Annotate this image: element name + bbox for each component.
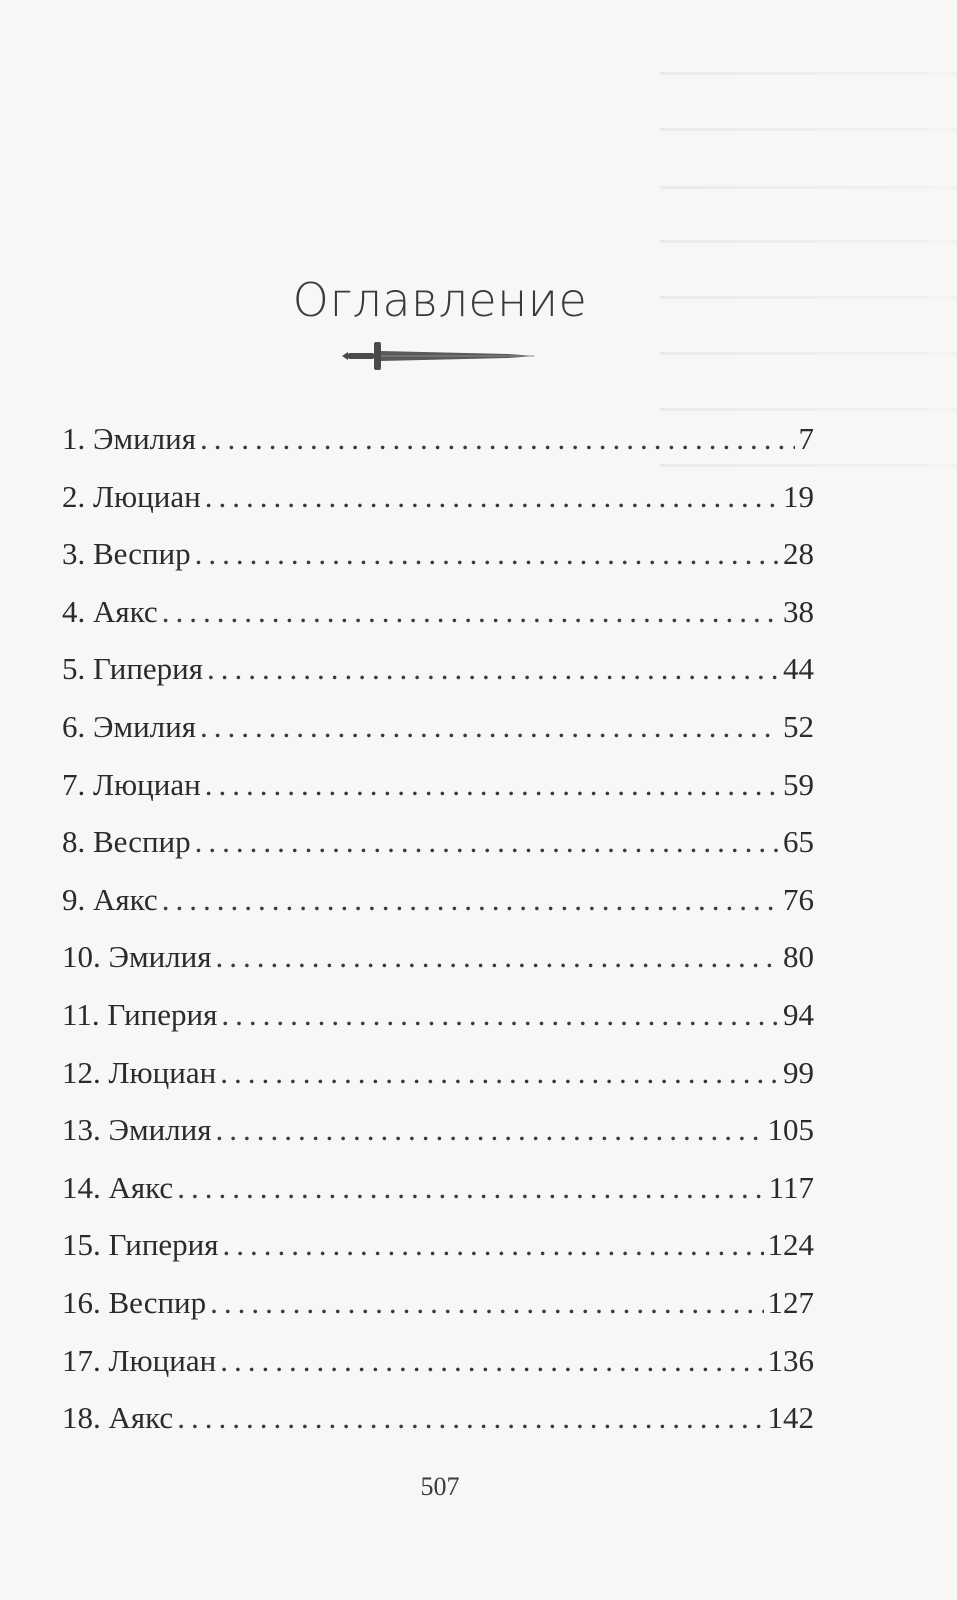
toc-entry[interactable] bbox=[62, 1159, 814, 1217]
toc-entry[interactable] bbox=[62, 1044, 814, 1102]
toc-entry-page: 38 bbox=[783, 593, 814, 629]
toc-entry[interactable] bbox=[62, 1389, 814, 1447]
toc-leader-dots bbox=[162, 871, 779, 929]
toc-leader-dots bbox=[221, 986, 779, 1044]
toc-leader-dots bbox=[195, 525, 779, 583]
toc-entry-page: 136 bbox=[767, 1342, 814, 1378]
toc-entry-label: 18. Аякс bbox=[62, 1400, 174, 1436]
toc-leader-dots bbox=[216, 928, 780, 986]
toc-leader-dots bbox=[205, 468, 779, 526]
toc-entry[interactable] bbox=[62, 756, 814, 814]
toc-leader-dots bbox=[162, 583, 779, 641]
toc-leader-dots bbox=[195, 813, 779, 871]
toc-leader-dots bbox=[216, 1101, 764, 1159]
toc-leader-dots bbox=[177, 1389, 763, 1447]
dagger-icon bbox=[338, 336, 538, 376]
toc-entry-label: 13. Эмилия bbox=[62, 1112, 212, 1148]
toc-entry[interactable] bbox=[62, 583, 814, 641]
toc-entry[interactable] bbox=[62, 1332, 814, 1390]
toc-entry[interactable] bbox=[62, 1101, 814, 1159]
toc-entry[interactable] bbox=[62, 410, 814, 468]
toc-leader-dots bbox=[223, 1216, 764, 1274]
toc-entry-label: 1. Эмилия bbox=[62, 421, 196, 456]
bleed-through-line bbox=[660, 352, 957, 355]
toc-entry[interactable] bbox=[62, 1216, 814, 1274]
toc-entry-label: 4. Аякс bbox=[62, 593, 158, 629]
toc-entry-label: 14. Аякс bbox=[62, 1169, 174, 1205]
toc-entry-page: 142 bbox=[767, 1400, 814, 1436]
toc-leader-dots bbox=[205, 756, 779, 814]
toc-entry-page: 19 bbox=[783, 478, 814, 514]
toc-entry-page: 127 bbox=[767, 1284, 814, 1320]
toc-entry-label: 16. Веспир bbox=[62, 1284, 207, 1320]
toc-entry-page: 80 bbox=[783, 939, 814, 975]
toc-entry-page: 117 bbox=[768, 1169, 814, 1205]
toc-entry[interactable] bbox=[62, 928, 814, 986]
toc-entry-label: 11. Гиперия bbox=[62, 996, 218, 1032]
toc-leader-dots bbox=[177, 1159, 764, 1217]
toc-entry-page: 124 bbox=[767, 1227, 814, 1263]
toc-entry[interactable] bbox=[62, 1274, 814, 1332]
toc-entry-label: 12. Люциан bbox=[62, 1054, 217, 1090]
toc-entry-label: 8. Веспир bbox=[62, 824, 191, 860]
bleed-through-line bbox=[660, 128, 957, 131]
toc-leader-dots bbox=[220, 1044, 779, 1102]
toc-entry-label: 15. Гиперия bbox=[62, 1227, 219, 1263]
page-number: 507 bbox=[420, 1472, 460, 1501]
toc-entry-page: 52 bbox=[783, 708, 814, 744]
toc-entry-label: 7. Люциан bbox=[62, 766, 201, 802]
toc-leader-dots bbox=[200, 410, 795, 468]
page-title: Оглавление bbox=[292, 272, 588, 327]
toc-leader-dots bbox=[220, 1332, 763, 1390]
toc-entry-label: 10. Эмилия bbox=[62, 939, 212, 975]
toc-entry-page: 44 bbox=[783, 651, 814, 687]
toc-leader-dots bbox=[207, 640, 779, 698]
toc-entry-page: 99 bbox=[783, 1054, 814, 1090]
toc-entry-label: 6. Эмилия bbox=[62, 708, 196, 744]
bleed-through-line bbox=[660, 72, 957, 75]
toc-entry-page: 28 bbox=[783, 536, 814, 572]
toc-entry-label: 2. Люциан bbox=[62, 478, 201, 514]
table-of-contents bbox=[62, 410, 814, 1447]
toc-entry-label: 9. Аякс bbox=[62, 881, 158, 917]
toc-entry-label: 5. Гиперия bbox=[62, 651, 204, 687]
toc-entry[interactable] bbox=[62, 468, 814, 526]
toc-entry-page: 105 bbox=[767, 1112, 814, 1148]
bleed-through-line bbox=[660, 240, 957, 243]
toc-entry[interactable] bbox=[62, 813, 814, 871]
toc-entry[interactable] bbox=[62, 871, 814, 929]
toc-entry-label: 17. Люциан bbox=[62, 1342, 217, 1378]
bleed-through-line bbox=[660, 186, 957, 189]
toc-entry-label: 3. Веспир bbox=[62, 536, 191, 572]
toc-entry-page: 7 bbox=[798, 421, 814, 456]
toc-entry-page: 94 bbox=[783, 996, 814, 1032]
toc-leader-dots bbox=[200, 698, 779, 756]
toc-entry[interactable] bbox=[62, 986, 814, 1044]
toc-entry-page: 59 bbox=[783, 766, 814, 802]
toc-entry-page: 65 bbox=[783, 824, 814, 860]
toc-entry[interactable] bbox=[62, 525, 814, 583]
toc-entry-page: 76 bbox=[783, 881, 814, 917]
toc-entry[interactable] bbox=[62, 640, 814, 698]
toc-entry[interactable] bbox=[62, 698, 814, 756]
toc-leader-dots bbox=[210, 1274, 763, 1332]
